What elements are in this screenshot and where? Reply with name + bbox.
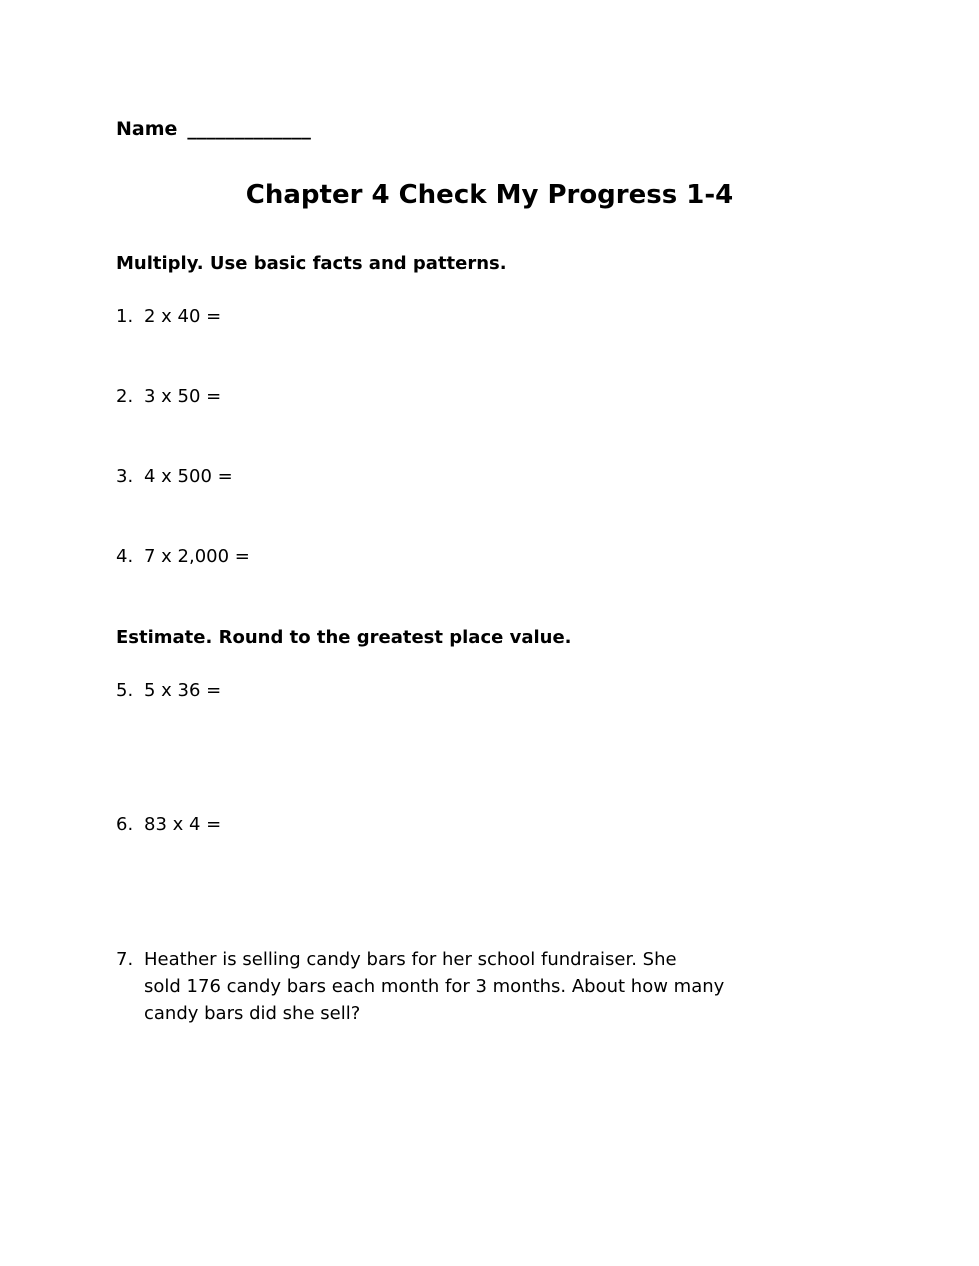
problem-2 bbox=[116, 386, 221, 407]
problem-4 bbox=[116, 546, 250, 567]
problem-6 bbox=[116, 814, 221, 835]
word-problem-line: sold 176 candy bars each month for 3 months. About how many bbox=[144, 976, 725, 997]
problem-expression: 4 x 500 = bbox=[144, 466, 233, 487]
problem-number: 6. bbox=[116, 814, 134, 835]
word-problem-line: candy bars did she sell? bbox=[144, 1003, 361, 1024]
problem-number: 4. bbox=[116, 546, 134, 567]
problem-expression: 3 x 50 = bbox=[144, 386, 222, 407]
name-field bbox=[116, 118, 311, 140]
problem-1 bbox=[116, 306, 221, 327]
word-problem-text bbox=[144, 946, 724, 1027]
problem-expression: 2 x 40 = bbox=[144, 306, 222, 327]
problem-number: 1. bbox=[116, 306, 134, 327]
problem-5 bbox=[116, 680, 221, 701]
problem-expression: 5 x 36 = bbox=[144, 680, 222, 701]
section-heading-multiply: Multiply. Use basic facts and patterns. bbox=[116, 253, 507, 274]
problem-7 bbox=[116, 946, 724, 1027]
problem-number: 2. bbox=[116, 386, 134, 407]
name-label: Name bbox=[116, 118, 178, 140]
problem-number: 7. bbox=[116, 949, 134, 970]
section-heading-estimate: Estimate. Round to the greatest place value. bbox=[116, 627, 572, 648]
word-problem-line: Heather is selling candy bars for her school fundraiser. She bbox=[144, 949, 677, 970]
problem-expression: 83 x 4 = bbox=[144, 814, 222, 835]
problem-3 bbox=[116, 466, 233, 487]
name-blank[interactable]: _____________ bbox=[187, 118, 311, 140]
problem-expression: 7 x 2,000 = bbox=[144, 546, 250, 567]
problem-number: 3. bbox=[116, 466, 134, 487]
page-title: Chapter 4 Check My Progress 1-4 bbox=[245, 180, 734, 210]
problem-number: 5. bbox=[116, 680, 134, 701]
